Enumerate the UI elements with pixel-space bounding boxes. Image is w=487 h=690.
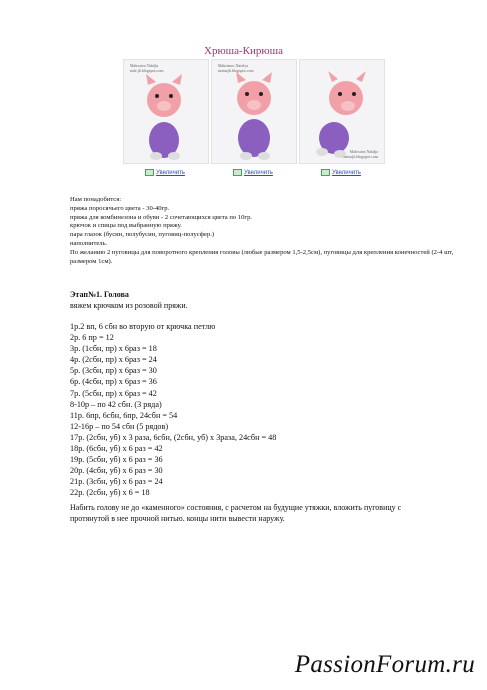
photo-watermark: Maksimos Natalya matuzjh.blogspot.com xyxy=(218,63,254,73)
pig-photo-1[interactable] xyxy=(123,59,209,164)
pattern-row: 2р. 6 пр = 12 xyxy=(70,333,114,343)
pattern-row: 7р. (5сбн, пр) х 6раз = 42 xyxy=(70,388,157,398)
pig-photo-2[interactable] xyxy=(211,59,297,164)
photo-watermark: Makvaiea Nalalja nalz.jb.blogspot.com xyxy=(130,63,164,73)
pattern-row: 19р. (5сбн, уб) х 6 раз = 36 xyxy=(70,455,163,465)
pattern-row: 20р. (4сбн, уб) х 6 раз = 30 xyxy=(70,466,163,476)
pattern-row: 6р. (4сбн, пр) х 6раз = 36 xyxy=(70,377,157,387)
pattern-row: 8-10р – по 42 сбн. (3 ряда) xyxy=(70,399,162,409)
photo-watermark: Makvaiea Nalalja natuzjh.blogspot.com xyxy=(343,149,378,159)
pattern-row: 12-16р – по 54 сбн (5 рядов) xyxy=(70,421,169,431)
pig-photo-3[interactable] xyxy=(299,59,385,164)
materials-line: пряжа для комбинезона и обуви - 2 сочетающихся цвета по 10гр. xyxy=(70,213,253,221)
pig-toy-image xyxy=(212,60,296,163)
footer-note: Набить голову не до «каменного» состояния, с расчетом на будущие утяжки, вложить пуговицу с протянутой в нее прочной нитью. концы нити вывести наружу. xyxy=(70,503,402,523)
zoom-icon xyxy=(233,169,242,176)
zoom-link-2[interactable]: Увеличить xyxy=(233,169,273,176)
pattern-row: 18р. (6сбн, уб) х 6 раз = 42 xyxy=(70,444,163,454)
pig-toy-image xyxy=(300,60,384,163)
zoom-icon xyxy=(145,169,154,176)
pig-toy-image xyxy=(124,60,208,163)
zoom-icon xyxy=(321,169,330,176)
materials-list xyxy=(70,196,470,266)
materials-line: пряжа поросячьего цвета - 30-40гр. xyxy=(70,204,170,212)
pattern-row: 4р. (2сбн, пр) х 6раз = 24 xyxy=(70,355,157,365)
pattern-rows xyxy=(70,321,430,499)
page-title: Хрюша-Кирюша xyxy=(204,45,283,57)
pattern-row: 3р. (1сбн, пр) х 6раз = 18 xyxy=(70,344,157,354)
pattern-row: 22р. (2сбн, уб) х 6 = 18 xyxy=(70,488,150,498)
stage-subtitle: вяжем крючком из розовой пряжи. xyxy=(70,301,188,310)
materials-line: крючок и спицы под выбранную пряжу. xyxy=(70,222,182,230)
site-logo: PassionForum.ru xyxy=(294,651,475,678)
pattern-row: 1р.2 вп, 6 сбн во вторую от крючка петлю xyxy=(70,322,216,331)
materials-line: пара глазок (бусин, полубусин, пуговиц-полусфер.) xyxy=(70,231,215,239)
photo-gallery xyxy=(123,59,383,176)
materials-line: По желанию 2 пуговицы для поворотного крепления головы (любые размером 1,5-2,5см), пуговицы для крепления конечностей (2-4 шт, размером 1см). xyxy=(70,248,455,265)
pattern-row: 21р. (3сбн, уб) х 6 раз = 24 xyxy=(70,477,163,487)
pattern-row: 5р. (3сбн, пр) х 6раз = 30 xyxy=(70,366,157,376)
materials-line: наполнитель. xyxy=(70,239,108,247)
zoom-link-1[interactable]: Увеличить xyxy=(145,169,185,176)
materials-line: Нам понадобится: xyxy=(70,196,122,203)
zoom-link-3[interactable]: Увеличить xyxy=(321,169,361,176)
stage-heading: Этап№1. Голова xyxy=(70,290,129,299)
pattern-row: 17р. (2сбн, уб) х 3 раза, 6сбн, (2сбн, уб) х 3раза, 24сбн = 48 xyxy=(70,432,277,442)
pattern-row: 11р. 6пр, 6сбн, 6пр, 24сбн = 54 xyxy=(70,410,178,420)
